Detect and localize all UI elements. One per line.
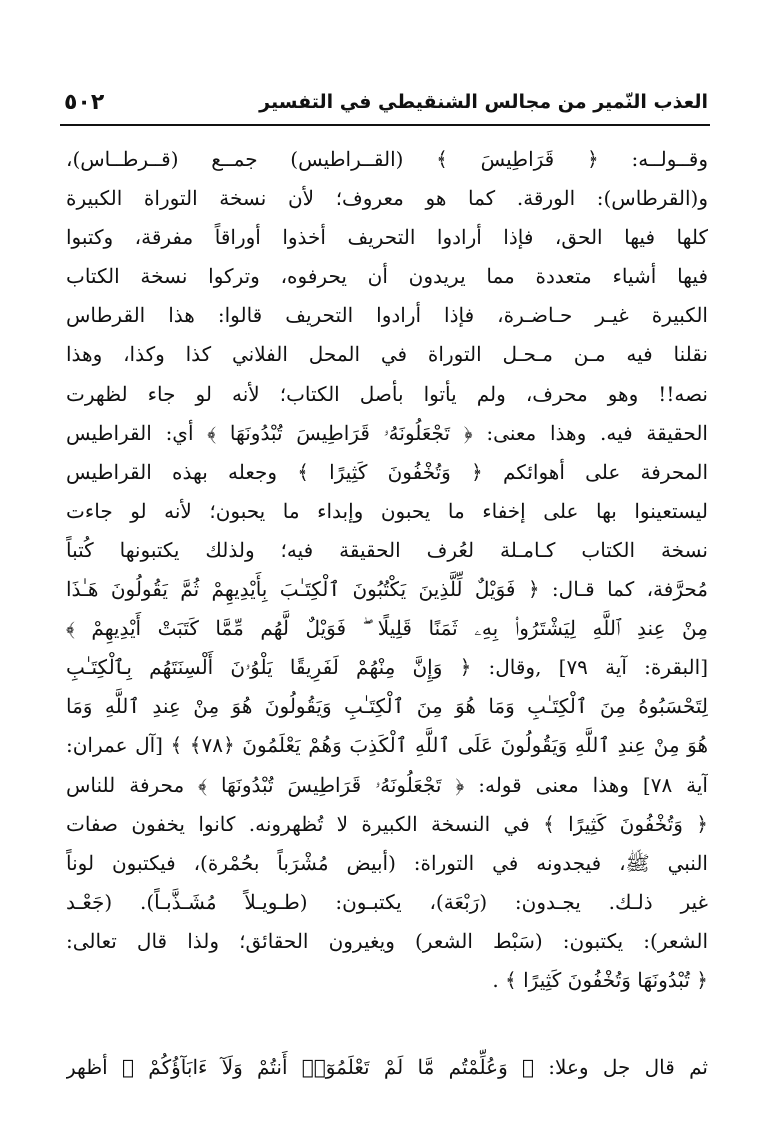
text-line: الشعر): يكتبون: (سَبْط الشعر) ويغيرون الحقائق؛ ولذا قال تعالى: [66,928,708,953]
header-rule [60,124,710,126]
text-line: الحقيقة فيه. وهذا معنى: ﴿ تَجْعَلُونَهُۥ قَرَاطِيسَ تُبْدُونَهَا ﴾ أي: القراطيس [66,420,708,445]
text-line: نصه!! وهو محرف، ولم يأتوا بأصل الكتاب؛ لأنه لو جاء لظهرت [66,381,708,406]
running-header [64,84,708,120]
text-line: ﴿ تُبْدُونَهَا وَتُخْفُونَ كَثِيرًا ﴾ . [492,967,708,992]
text-line: النبي ﷺ، فيجدونه في التوراة: (أبيض مُشْرَباً بحُمْرة)، فيكتبون لوناً [66,850,708,875]
text-line: لِتَحْسَبُوهُ مِنَ ٱلْكِتَـٰبِ وَمَا هُوَ مِنَ ٱلْكِتَـٰبِ وَيَقُولُونَ هُوَ مِنْ عِندِ ٱللَّهِ وَمَا [66,694,708,719]
page-number: ٥٠٢ [64,89,105,115]
closing-paragraph [66,1048,708,1087]
main-text [66,140,708,1000]
text-line: نسخة الكتاب كـامـلة لعُرف الحقيقة فيه؛ ولذلك يكتبونها كُتباً [66,537,708,562]
text-line: ليستعينوا بها على إخفاء ما يحبون وإبداء ما يحبون؛ لأنه لو جاءت [66,498,708,523]
text-line: المحرفة على أهوائكم ﴿ وَتُخْفُونَ كَثِيرًا ﴾ وجعله بهذه القراطيس [66,459,708,484]
text-line: كلها فيها الحق، فإذا أرادوا التحريف أخذوا أوراقاً مفرقة، وكتبوا [66,225,708,250]
text-line: ﴿ وَتُخْفُونَ كَثِيرًا ﴾ في النسخة الكبيرة لا تُظهرونه. كانوا يخفون صفات [66,811,708,836]
text-line: [البقرة: آية ٧٩] ,وقال: ﴿ وَإِنَّ مِنْهُمْ لَفَرِيقًا يَلْوُۥنَ أَلْسِنَتَهُم بِٱلْكِتَـٰبِ [66,655,708,680]
text-line: غير ذلـك. يجـدون: (رَبْعَة)، يكتبـون: (طـويـلاً مُشَـذَّبـاً). (جَعْـد [66,889,708,914]
text-line: مُحرَّفة، كما قـال: ﴿ فَوَيْلٌ لِّلَّذِينَ يَكْتُبُونَ ٱلْكِتَـٰبَ بِأَيْدِيهِمْ ثُمَّ يَقُولُونَ هَـٰذَا [66,577,708,602]
text-line: فيها أشياء متعددة مما يريدون أن يحرفوه، وتركوا نسخة الكتاب [66,264,708,289]
text-line: الكبيرة غيـر حـاضـرة، فإذا أرادوا التحريف قالوا: هذا القرطاس [66,303,708,328]
text-line: آية ٧٨] وهذا معنى قوله: ﴿ تَجْعَلُونَهُۥ قَرَاطِيسَ تُبْدُونَهَا ﴾ محرفة للناس [66,772,708,797]
text-line: و(القرطاس): الورقة. كما هو معروف؛ لأن نسخة التوراة الكبيرة [66,186,708,211]
text-line: نقلنا فيه مـن مـحـل التوراة في المحل الفلاني كذا وكذا، وهذا [66,342,708,367]
text-line: ثم قال جل وعلا: ﴿ وَعُلِّمْتُم مَّا لَمْ تَعْلَمُوٓا۟ أَنتُمْ وَلَآ ءَابَآؤُكُمْ ﴾ أظهر [66,1055,708,1079]
text-line: مِنْ عِندِ ٱللَّهِ لِيَشْتَرُوا۟ بِهِۦ ثَمَنًا قَلِيلًا ۖ فَوَيْلٌ لَّهُم مِّمَّا كَتَبَتْ أَيْدِيهِمْ ﴾ [66,616,708,641]
header-title: العذب النّمير من مجالس الشنقيطي في التفسير [259,91,708,113]
text-line: هُوَ مِنْ عِندِ ٱللَّهِ وَيَقُولُونَ عَلَى ٱللَّهِ ٱلْكَذِبَ وَهُمْ يَعْلَمُونَ ﴿٧٨﴾ ﴾ [آل عمران: [66,733,708,758]
text-line: وقــولــه: ﴿ قَرَاطِيسَ ﴾ (القــراطيس) جمــع (قــرطــاس)، [66,147,708,171]
